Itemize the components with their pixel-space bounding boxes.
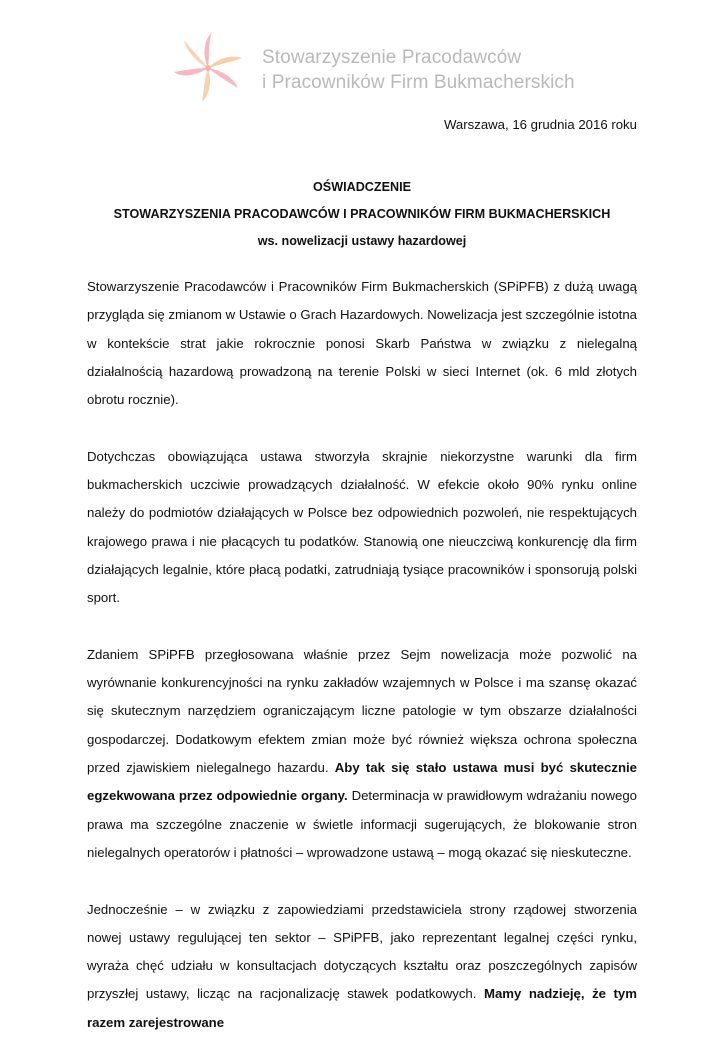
paragraph-3: [87, 641, 637, 867]
organization-name: [262, 45, 575, 95]
paragraph-1: Stowarzyszenie Pracodawców i Pracowników Firm Bukmacherskich (SPiPFB) z dużą uwagą przygląda się zmianom w Ustawie o Grach Hazardowych. Nowelizacja jest szczególnie istotna w kontekście strat jakie rokrocznie ponosi Skarb Państwa w związku z nielegalną działalnością hazardową prowadzoną na terenie Polski w sieci Internet (ok. 6 mld złotych obrotu rocznie).: [87, 279, 637, 408]
paragraph-4-text-a: Jednocześnie – w związku z zapowiedziami przedstawiciela strony rządowej stworzenia nowej ustawy regulującej ten sektor – SPiPFB, jako reprezentant legalnej części rynku, wyraża chęć udziału w konsultacjach dotyczących kształtu oraz poszczególnych zapisów przyszłej ustawy, licząc na racjonalizację stawek podatkowych.: [87, 901, 637, 1002]
heading-title: OŚWIADCZENIE: [313, 180, 411, 194]
paragraph-4: [87, 896, 637, 1037]
paragraph-3-text-a: Zdaniem SPiPFB przegłosowana właśnie przez Sejm nowelizacja może pozwolić na wyrównanie konkurencyjności na rynku zakładów wzajemnych w Polsce i ma szansę okazać się skutecznym narzędziem ograniczającym liczne patologie w tym obszarze działalności gospodarczej. Dodatkowym efektem zmian może być również większa ochrona społeczna przed zjawiskiem nielegalnego hazardu.: [87, 646, 637, 776]
paragraph-3-text-c: Determinacja w prawidłowym wdrażaniu nowego prawa ma szczególne znaczenie w świetle informacji sugerujących, że blokowanie stron nielegalnych operatorów i płatności – wprowadzone ustawą – mogą okazać się nieskuteczne.: [87, 788, 637, 860]
paragraph-2: Dotychczas obowiązująca ustawa stworzyła skrajnie niekorzystne warunki dla firm bukmacherskich uczciwie prowadzących działalność. W efekcie około 90% rynku online należy do podmiotów działających w Polsce bez odpowiednich pozwoleń, nie respektujących krajowego prawa i nie płacących tu podatków. Stanowią one nieuczciwą konkurencję dla firm działających legalnie, które płacą podatki, zatrudniają tysiące pracowników i sponsorują polski sport.: [87, 448, 637, 606]
document-body: [87, 273, 637, 1037]
document-date: Warszawa, 16 grudnia 2016 roku: [443, 117, 637, 132]
letterhead: [168, 28, 575, 108]
heading-subject: ws. nowelizacji ustawy hazardowej: [257, 234, 467, 248]
org-name-line-2: i Pracowników Firm Bukmacherskich: [262, 72, 575, 93]
paragraph-3-bold: Aby tak się stało ustawa musi być skutecznie egzekwowana przez odpowiednie organy.: [87, 760, 637, 804]
paragraph-4-bold: Mamy nadzieję, że tym razem zarejestrowane: [87, 986, 637, 1030]
star-flower-logo-icon: [168, 28, 248, 108]
org-name-line-1: Stowarzyszenie Pracodawców: [262, 47, 522, 68]
document-heading: [0, 174, 724, 255]
heading-organization: STOWARZYSZENIA PRACODAWCÓW I PRACOWNIKÓW FIRM BUKMACHERSKICH: [113, 207, 611, 221]
